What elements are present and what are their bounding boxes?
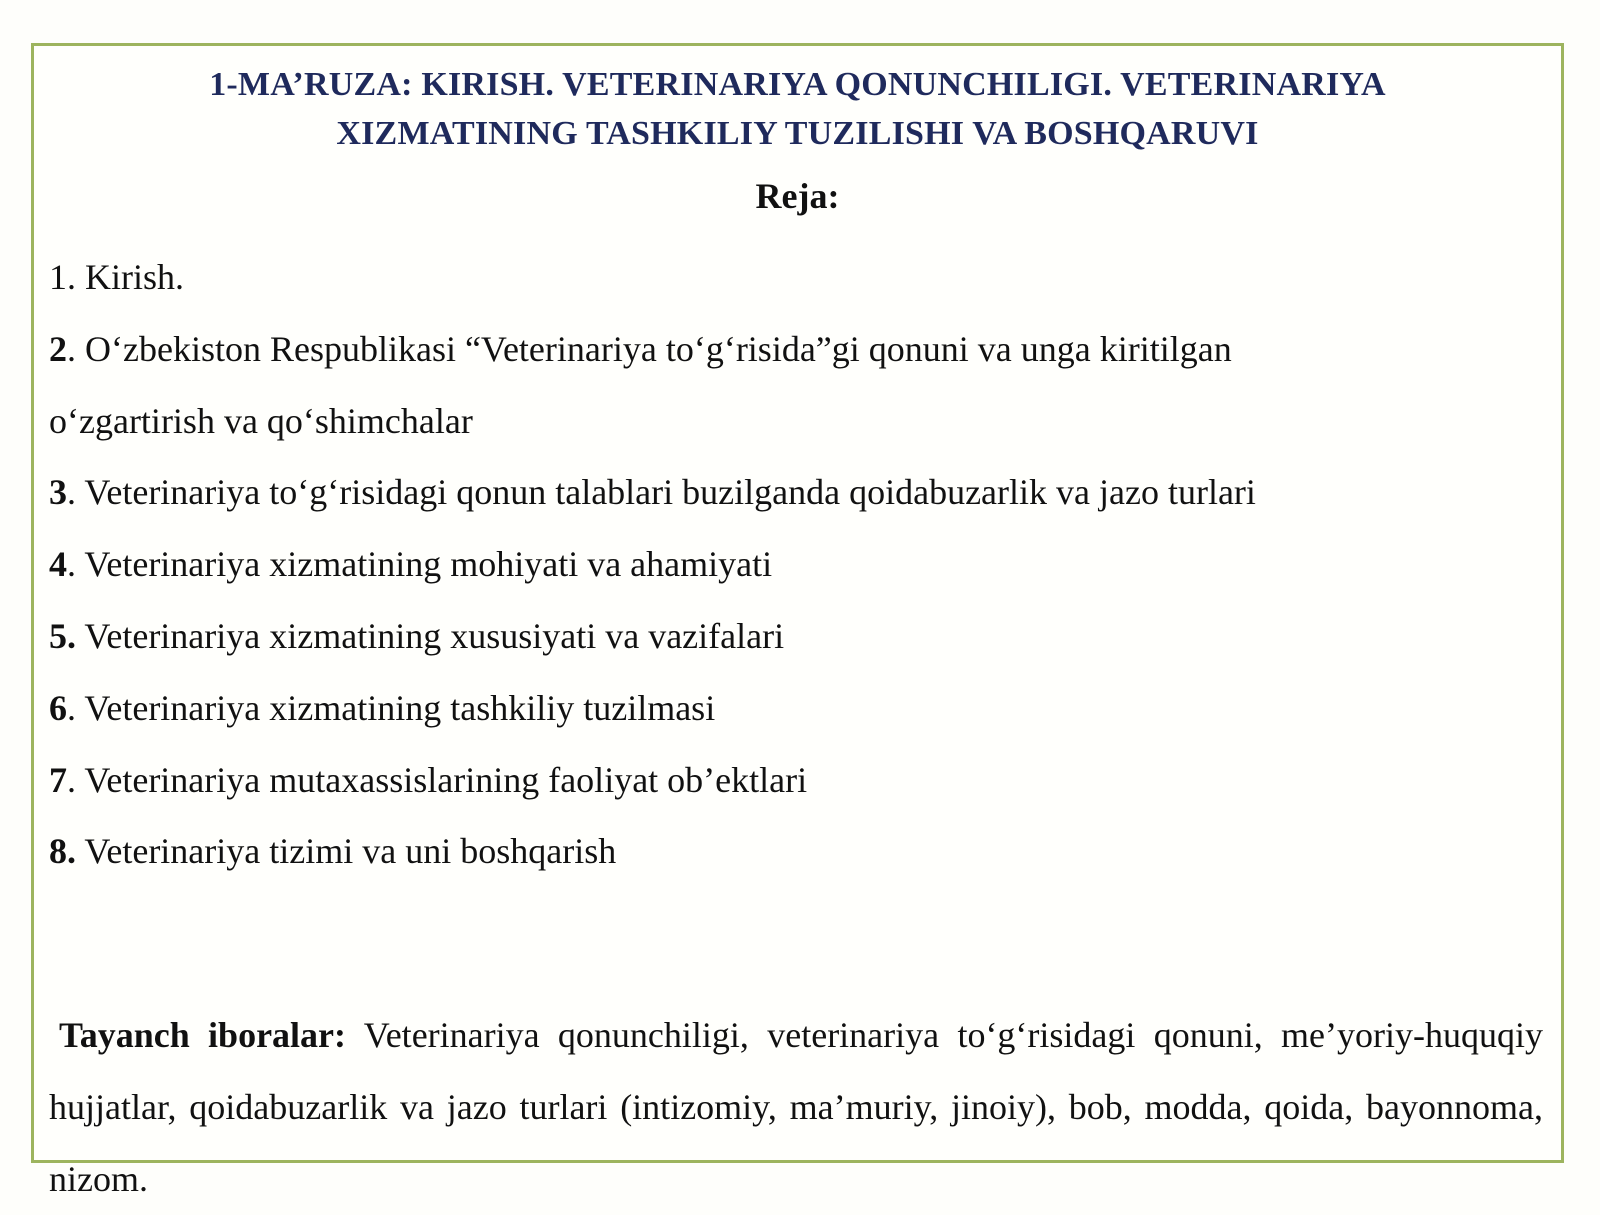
plan-item-number: 5.	[49, 615, 76, 656]
plan-item-7	[49, 745, 1256, 817]
plan-item-text: . Kirish.	[67, 257, 184, 297]
plan-item-text: . Veterinariya to‘g‘risidagi qonun talablari buzilganda qoidabuzarlik va jazo turlari	[67, 472, 1256, 513]
keywords-text: Veterinariya qonunchiligi, veterinariya to‘g‘risidagi qonuni, me’yoriy-huquqiy hujjatlar, qoidabuzarlik va jazo turlari (intizomiy, ma’muriy, jinoiy), bob, modda, qoida, bayonnoma, nizom.	[49, 1015, 1543, 1199]
plan-item-text: o‘zgartirish va qo‘shimchalar	[49, 400, 473, 441]
plan-item-4	[49, 529, 1256, 601]
plan-item-number: 6	[49, 687, 67, 728]
plan-item-number: 2	[49, 328, 67, 369]
plan-item-2	[49, 314, 1256, 386]
plan-item-number: 1	[49, 257, 67, 297]
lecture-frame	[31, 43, 1564, 1199]
plan-item-number: 7	[49, 759, 67, 800]
plan-item-text: . Veterinariya xizmatining tashkiliy tuzilmasi	[67, 687, 716, 728]
plan-item-number: 8.	[49, 831, 76, 872]
plan-item-text: Veterinariya tizimi va uni boshqarish	[76, 831, 617, 872]
plan-item-5	[49, 601, 1256, 673]
plan-item-text: Veterinariya xizmatining xususiyati va vazifalari	[76, 615, 785, 656]
plan-item-2-continuation	[49, 386, 1256, 458]
lecture-title	[34, 60, 1561, 158]
keywords-paragraph	[49, 1000, 1543, 1215]
plan-item-number: 3	[49, 472, 67, 513]
plan-item-1	[49, 242, 1256, 314]
plan-item-3	[49, 457, 1256, 529]
lecture-title-line-1: 1-MA’RUZA: KIRISH. VETERINARIYA QONUNCHILIGI. VETERINARIYA	[209, 66, 1386, 103]
plan-item-number: 4	[49, 544, 67, 585]
plan-item-text: . Veterinariya mutaxassislarining faoliyat ob’ektlari	[67, 759, 808, 800]
plan-item-text: . O‘zbekiston Respublikasi “Veterinariya to‘g‘risida”gi qonuni va unga kiritilgan	[67, 328, 1232, 369]
plan-list	[49, 242, 1256, 888]
lecture-title-line-2: XIZMATINING TASHKILIY TUZILISHI VA BOSHQARUVI	[336, 115, 1259, 152]
plan-item-text: . Veterinariya xizmatining mohiyati va ahamiyati	[67, 544, 773, 585]
plan-item-6	[49, 673, 1256, 745]
plan-item-8	[49, 816, 1256, 888]
keywords-label: Tayanch iboralar:	[59, 1015, 347, 1055]
plan-heading: Reja:	[755, 176, 840, 216]
